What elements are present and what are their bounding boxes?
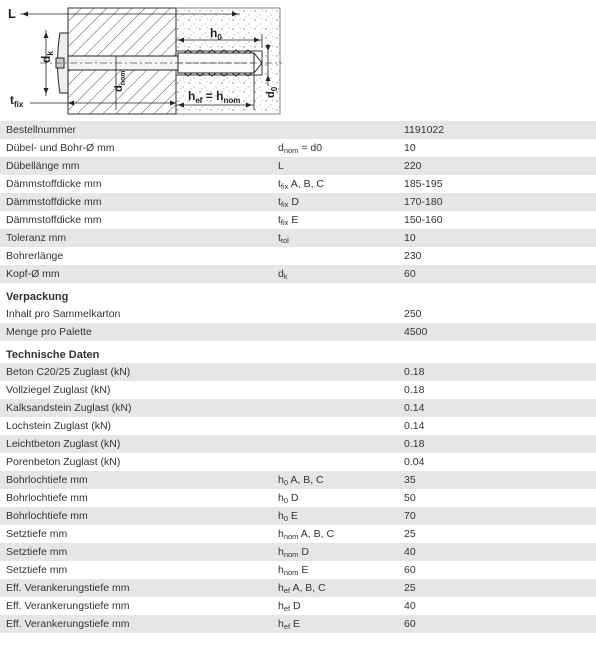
symbol-base: t <box>278 214 281 226</box>
symbol-base: t <box>278 232 281 244</box>
technical-heading: Technische Daten <box>6 349 100 361</box>
packaging-heading: Verpackung <box>6 291 69 303</box>
symbol-subscript: tol <box>280 236 289 245</box>
spec-row <box>0 399 596 417</box>
label-hef-sub: ef <box>195 96 203 105</box>
symbol-suffix: E <box>288 214 299 226</box>
spec-symbol <box>278 615 300 636</box>
symbol-subscript: ef <box>283 622 291 631</box>
spec-label: Eff. Verankerungstiefe mm <box>6 582 130 594</box>
symbol-base: h <box>278 618 284 630</box>
spec-label: Vollziegel Zuglast (kN) <box>6 384 111 396</box>
spec-label: Dämmstoffdicke mm <box>6 196 102 208</box>
spec-value: 60 <box>404 564 416 576</box>
spec-row <box>0 229 596 247</box>
spec-label: Bohrlochtiefe mm <box>6 510 88 522</box>
symbol-base: t <box>278 196 281 208</box>
spec-label: Bohrlochtiefe mm <box>6 474 88 486</box>
spec-label: Eff. Verankerungstiefe mm <box>6 600 130 612</box>
spec-value: 220 <box>404 160 422 172</box>
symbol-suffix: D <box>290 600 301 612</box>
label-dnom-sub: nom <box>120 70 127 86</box>
spec-label: Leichtbeton Zuglast (kN) <box>6 438 121 450</box>
spec-value: 185-195 <box>404 178 443 190</box>
spec-value: 70 <box>404 510 416 522</box>
spec-label: Kopf-Ø mm <box>6 268 60 280</box>
spec-row <box>0 211 596 229</box>
spec-value: 50 <box>404 492 416 504</box>
spec-value: 170-180 <box>404 196 443 208</box>
spec-value: 0.18 <box>404 438 425 450</box>
symbol-subscript: nom <box>283 532 299 541</box>
spec-label: Bohrerlänge <box>6 250 64 262</box>
spec-label: Inhalt pro Sammelkarton <box>6 308 121 320</box>
spec-row <box>0 543 596 561</box>
symbol-suffix: E <box>298 564 309 576</box>
spec-row <box>0 579 596 597</box>
spec-label: Porenbeton Zuglast (kN) <box>6 456 121 468</box>
spec-row <box>0 157 596 175</box>
symbol-suffix: D <box>288 492 299 504</box>
label-hef: h <box>188 89 196 103</box>
spec-label: Beton C20/25 Zuglast (kN) <box>6 366 131 378</box>
symbol-suffix: A, B, C <box>290 582 326 594</box>
svg-text:tfix <box>10 93 24 109</box>
spec-value: 0.18 <box>404 366 425 378</box>
symbol-subscript: fix <box>280 182 289 191</box>
label-dnom: d <box>113 85 125 92</box>
spec-row <box>0 323 596 341</box>
spec-label: Setztiefe mm <box>6 546 68 558</box>
spec-label: Dämmstoffdicke mm <box>6 214 102 226</box>
spec-row <box>0 247 596 265</box>
spec-value: 0.04 <box>404 456 425 468</box>
symbol-subscript: nom <box>283 146 299 155</box>
spec-label: Dübellänge mm <box>6 160 80 172</box>
spec-table <box>0 121 596 633</box>
spec-row <box>0 121 596 139</box>
symbol-suffix: A, B, C <box>288 178 325 190</box>
symbol-suffix: A, B, C <box>298 528 335 540</box>
spec-value: 4500 <box>404 326 428 338</box>
label-eq: = h <box>202 89 224 103</box>
symbol-base: h <box>278 600 284 612</box>
spec-value: 1191022 <box>404 124 445 136</box>
spec-row <box>0 139 596 157</box>
symbol-subscript: 0 <box>283 478 289 487</box>
spec-value: 250 <box>404 308 422 320</box>
general-section <box>0 121 596 283</box>
symbol-subscript: 0 <box>283 496 289 505</box>
spec-value: 35 <box>404 474 416 486</box>
spec-row <box>0 507 596 525</box>
symbol-base: L <box>278 160 284 172</box>
symbol-suffix: E <box>290 618 301 630</box>
symbol-base: h <box>278 492 284 504</box>
spec-row <box>0 363 596 381</box>
symbol-subscript: nom <box>283 550 299 559</box>
symbol-suffix: D <box>288 196 299 208</box>
label-d0-sub: 0 <box>270 86 279 92</box>
spec-value: 60 <box>404 268 416 280</box>
spec-value: 150-160 <box>404 214 443 226</box>
symbol-subscript: ef <box>283 604 291 613</box>
spec-label: Bohrlochtiefe mm <box>6 492 88 504</box>
label-hnom-sub: nom <box>223 96 241 105</box>
spec-value: 40 <box>404 600 416 612</box>
spec-label: Dübel- und Bohr-Ø mm <box>6 142 115 154</box>
spec-value: 0.18 <box>404 384 425 396</box>
technical-section <box>0 363 596 633</box>
spec-value: 10 <box>404 232 416 244</box>
svg-text:dk <box>39 51 55 63</box>
spec-row <box>0 417 596 435</box>
spec-label: Kalksandstein Zuglast (kN) <box>6 402 132 414</box>
spec-label: Menge pro Palette <box>6 326 92 338</box>
label-d0: d <box>265 91 277 98</box>
spec-value: 40 <box>404 546 416 558</box>
symbol-subscript: nom <box>283 568 299 577</box>
spec-value: 60 <box>404 618 416 630</box>
packaging-section <box>0 305 596 341</box>
spec-row <box>0 265 596 283</box>
spec-row <box>0 193 596 211</box>
spec-value: 25 <box>404 582 416 594</box>
symbol-base: t <box>278 178 281 190</box>
label-h0: h <box>210 26 218 40</box>
spec-label: Lochstein Zuglast (kN) <box>6 420 112 432</box>
symbol-subscript: fix <box>280 200 289 209</box>
spec-row <box>0 489 596 507</box>
symbol-base: h <box>278 510 284 522</box>
symbol-subscript: 0 <box>283 514 289 523</box>
spec-row <box>0 615 596 633</box>
symbol-subscript: ef <box>283 586 291 595</box>
spec-row <box>0 453 596 471</box>
spec-value: 0.14 <box>404 420 425 432</box>
symbol-base: h <box>278 564 284 576</box>
spec-row <box>0 381 596 399</box>
label-dk: d <box>39 55 53 63</box>
spec-label: Setztiefe mm <box>6 564 68 576</box>
spec-row <box>0 175 596 193</box>
label-h0-sub: 0 <box>217 33 222 42</box>
spec-label: Dämmstoffdicke mm <box>6 178 102 190</box>
label-L: L <box>8 6 16 21</box>
spec-row <box>0 435 596 453</box>
symbol-subscript: k <box>283 272 288 281</box>
symbol-suffix: E <box>288 510 298 522</box>
spec-row <box>0 597 596 615</box>
symbol-base: d <box>278 142 284 154</box>
spec-value: 10 <box>404 142 416 154</box>
spec-value: 230 <box>404 250 422 262</box>
symbol-base: d <box>278 268 284 280</box>
spec-row <box>0 561 596 579</box>
symbol-suffix: D <box>298 546 309 558</box>
dowel-technical-drawing <box>0 0 596 120</box>
label-tfix-sub: fix <box>14 100 24 109</box>
spec-row <box>0 305 596 323</box>
symbol-base: h <box>278 546 284 558</box>
symbol-suffix: = d0 <box>298 142 323 154</box>
spec-label: Bestellnummer <box>6 124 77 136</box>
symbol-subscript: fix <box>280 218 289 227</box>
spec-value: 25 <box>404 528 416 540</box>
label-dk-sub: k <box>46 51 55 56</box>
symbol-base: h <box>278 582 284 594</box>
symbol-base: h <box>278 528 284 540</box>
spec-label: Eff. Verankerungstiefe mm <box>6 618 130 630</box>
symbol-suffix: A, B, C <box>288 474 324 486</box>
spec-label: Toleranz mm <box>6 232 67 244</box>
spec-row <box>0 471 596 489</box>
label-tfix: t <box>10 93 14 107</box>
spec-label: Setztiefe mm <box>6 528 68 540</box>
spec-row <box>0 525 596 543</box>
symbol-base: h <box>278 474 284 486</box>
spec-value: 0.14 <box>404 402 425 414</box>
